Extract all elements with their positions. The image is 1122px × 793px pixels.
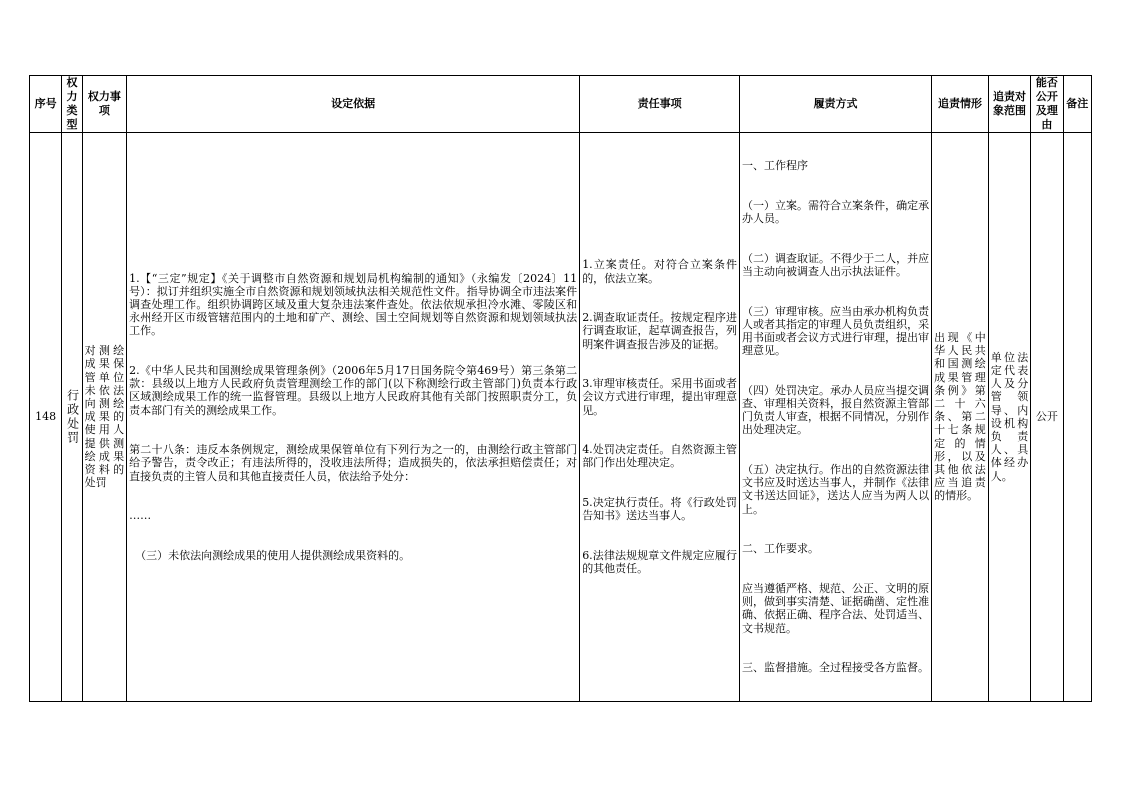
header-method: 履责方式 (739, 76, 931, 133)
basis-line: …… (129, 509, 152, 523)
table-header-row (30, 76, 1092, 133)
method-line: （三）审理审核。应当由承办机构负责人或者其指定的审理人员负责组织，采用书面或者会议方式进行审理，提出审理意见。 (741, 304, 930, 358)
method-line: （一）立案。需符合立案条件，确定承办人员。 (741, 199, 930, 226)
row-accountability: 出现《中华人民共和国测绘成果管理条例》第二十六条、第二十七条规定的情形，以及其他依法应当追责的情形。 (934, 331, 986, 503)
row-public-cell (1031, 133, 1063, 702)
header-basis: 设定依据 (127, 76, 580, 133)
method-line: 应当遵循严格、规范、公正、文明的原则，做到事实清楚、证据确凿、定性准确、依据正确、程序合法、处罚适当、文书规范。 (741, 581, 930, 635)
header-item: 权力事项 (82, 76, 127, 133)
method-line: 三、监督措施。全过程接受各方监督。 (741, 661, 929, 675)
duty-line: 3.审理审核责任。采用书面或者会议方式进行审理，提出审理意见。 (582, 377, 737, 417)
row-item-cell (82, 133, 127, 702)
method-line: 二、工作要求。 (741, 542, 819, 556)
row-type-cell (62, 133, 82, 702)
header-public: 能否公开及理由 (1031, 76, 1063, 133)
row-no: 148 (30, 133, 62, 702)
method-line: （二）调查取证。不得少于二人，并应当主动向被调查人出示执法证件。 (741, 251, 930, 279)
row-accountability-cell (932, 133, 989, 702)
row-duty-cell (580, 133, 740, 702)
method-line: （四）处罚决定。承办人员应当提交调查、审理相关资料，报自然资源主管部门负责人审查，根据不同情况，分别作出处理决定。 (741, 383, 930, 437)
header-remark: 备注 (1063, 76, 1091, 133)
header-duty: 责任事项 (580, 76, 740, 133)
basis-line: 第二十八条：违反本条例规定，测绘成果保管单位有下列行为之一的，由测绘行政主管部门给予警告，责令改正；有违法所得的，没收违法所得；造成损失的，依法承担赔偿责任；对直接负责的主管人员和其他直接责任人员，依法给予处分： (129, 443, 578, 483)
power-responsibility-table (29, 75, 1092, 702)
row-method (740, 133, 931, 701)
duty-line: 4.处罚决定责任。自然资源主管部门作出处理决定。 (582, 443, 737, 470)
row-item: 对测绘成果保管单位未依法向测绘成果的使用人提供测绘成果资料的处罚 (84, 344, 125, 490)
basis-line: 1.【“三定”规定】《关于调整市自然资源和规划局机构编制的通知》（永编发〔2024〕11号）：拟订并组织实施全市自然资源和规划领域执法相关规范性文件。指导协调全市违法案件调查处理工作。组织协调跨区域及重大复杂违法案件查处。依法依规承担冷水滩、零陵区和永州经开区市级管辖范围内的土地和矿产、测绘、国土空间规划等自然资源和规划领域执法工作。 (129, 271, 578, 338)
method-line: （五）决定执行。作出的自然资源法律文书应及时送达当事人，并制作《法律文书送达回证》，送达人应当为两人以上。 (741, 463, 930, 516)
row-duty (580, 232, 739, 602)
header-scope: 追责对象范围 (988, 76, 1030, 133)
header-no: 序号 (30, 76, 62, 133)
duty-line: 5.决定执行责任。将《行政处罚告知书》送达当事人。 (582, 496, 737, 523)
duty-line: 1.立案责任。对符合立案条件的，依法立案。 (582, 258, 737, 285)
duty-line: 6.法律法规规章文件规定应履行的其他责任。 (582, 548, 737, 576)
table-row (30, 133, 1092, 702)
duty-line: 2.调查取证责任。按规定程序进行调查取证，起草调查报告，列明案件调查报告涉及的证据。 (582, 311, 737, 351)
row-basis-cell (127, 133, 580, 702)
header-type: 权力类型 (62, 76, 82, 133)
method-line: 一、工作程序 (741, 159, 808, 173)
basis-line: 2.《中华人民共和国测绘成果管理条例》（2006年5月17日国务院令第469号）第三条第二款：县级以上地方人民政府负责管理测绘工作的部门(以下称测绘行政主管部门)负责本行政区域测绘成果工作的统一监督管理。县级以上地方人民政府其他有关部门按照职责分工，负责本部门有关的测绘成果工作。 (129, 364, 578, 417)
header-accountability: 追责情形 (932, 76, 989, 133)
row-remark (1063, 133, 1091, 702)
row-scope: 单位法定代表人及分管领导、内设机构负责人、具体经办人。 (990, 350, 1029, 483)
row-scope-cell (988, 133, 1030, 702)
row-method-cell (739, 133, 931, 702)
basis-line: （三）未依法向测绘成果的使用人提供测绘成果资料的。 (135, 548, 411, 562)
row-public: 公开 (1035, 410, 1058, 424)
row-type: 行政处罚 (65, 388, 80, 445)
row-basis (127, 245, 579, 588)
